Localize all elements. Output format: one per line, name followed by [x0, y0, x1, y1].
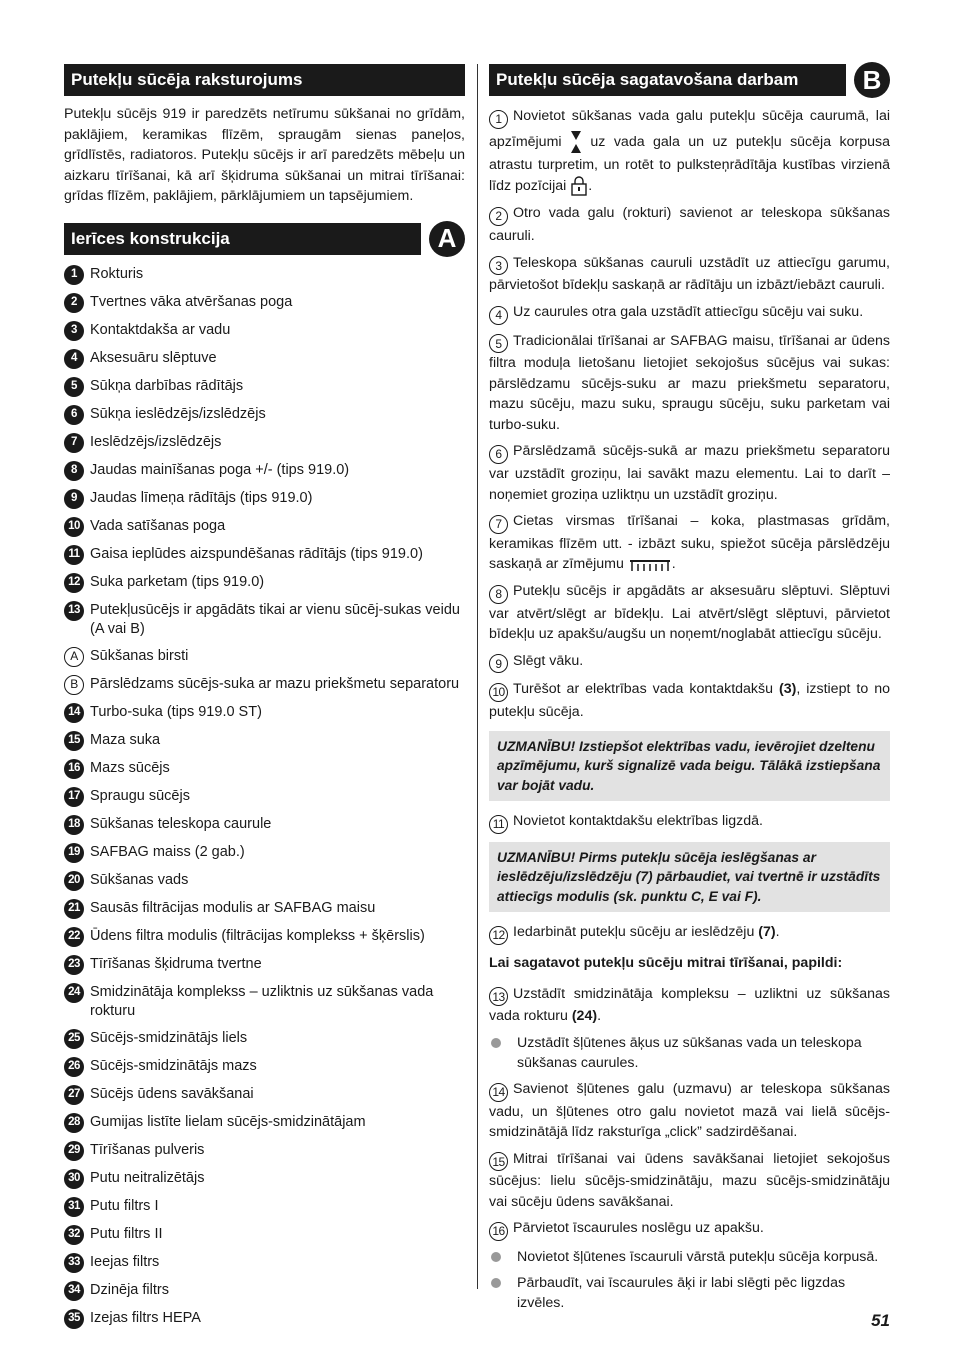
part-label: Gumijas listīte lielam sūcējs-smidzinātājam	[90, 1113, 366, 1130]
part-label: Putu filtrs II	[90, 1225, 163, 1242]
part-list-item	[64, 675, 465, 695]
part-number: 32	[64, 1225, 84, 1245]
step-14: 14 Savienot šļūtenes galu (uzmavu) ar teleskopa sūkšanas vadu, un šļūtenes otro galu novietot mazā vai lielā sūcējs-smidzinātājā līdz raksturīga „click” sadzirdēšanai.	[489, 1080, 890, 1140]
warning-note-module: UZMANĪBU! Pirms putekļu sūcēja ieslēgšanas ar ieslēdzēju/izslēdzēju (7) pārbaudiet, vai tvertnē ir uzstādīts attiecīgs modulis (sk. punktu C, E vai F).	[489, 842, 890, 913]
bullet-dot	[491, 1278, 501, 1288]
left-column	[64, 64, 465, 1337]
part-list-item	[64, 1197, 465, 1217]
part-list-item	[64, 1057, 465, 1077]
part-label: Rokturis	[90, 265, 144, 282]
part-label: Ūdens filtra modulis (filtrācijas komplekss + šķērslis)	[90, 927, 425, 944]
part-label: Tīrīšanas pulveris	[90, 1141, 205, 1158]
part-number: 24	[64, 983, 84, 1003]
part-number: 14	[64, 703, 84, 723]
part-number: 25	[64, 1029, 84, 1049]
part-list-item	[64, 573, 465, 593]
bullet-item: Uzstādīt šļūtenes āķus uz sūkšanas vada un teleskopa sūkšanas caurules.	[489, 1033, 890, 1073]
parts-list	[64, 265, 465, 1329]
part-list-item	[64, 601, 465, 639]
part-label: Ieslēdzējs/izslēdzējs	[90, 433, 222, 450]
bullet-item: Novietot šļūtenes īscauruli vārstā putekļu sūcēja korpusā.	[489, 1247, 890, 1267]
warning-note-cable: UZMANĪBU! Izstiepšot elektrības vadu, ievērojiet dzeltenu apzīmējumu, kurš signalizē vada beigu. Tālākā izstiepšana var bojāt vadu.	[489, 731, 890, 802]
part-number: 22	[64, 927, 84, 947]
part-list-item	[64, 405, 465, 425]
section-badge-b: B	[854, 62, 890, 98]
column-divider	[477, 64, 478, 1289]
part-label: Putu neitralizētājs	[90, 1169, 205, 1186]
part-label: Tīrīšanas šķidruma tvertne	[90, 955, 262, 972]
part-number: 8	[64, 461, 84, 481]
part-list-item	[64, 349, 465, 369]
part-list-item	[64, 1085, 465, 1105]
part-list-item	[64, 1141, 465, 1161]
part-list-item	[64, 517, 465, 537]
part-list-item	[64, 321, 465, 341]
part-label: SAFBAG maiss (2 gab.)	[90, 843, 245, 860]
part-label: Dzinēja filtrs	[90, 1281, 169, 1298]
part-label: Pārslēdzams sūcējs-suka ar mazu priekšmetu separatoru	[90, 675, 460, 692]
part-number: B	[64, 675, 84, 695]
step-12: 12 Iedarbināt putekļu sūcēju ar ieslēdzēju (7).	[489, 922, 890, 945]
part-number: 12	[64, 573, 84, 593]
part-label: Maza suka	[90, 731, 161, 748]
step-9: 9 Slēgt vāku.	[489, 651, 890, 674]
part-list-item	[64, 1169, 465, 1189]
part-label: Putekļusūcējs ir apgādāts tikai ar vienu sūcēj-sukas veidu (A vai B)	[90, 601, 460, 637]
part-label: Mazs sūcējs	[90, 759, 170, 776]
step-7: 7 Cietas virsmas tīrīšanai – koka, plastmasas grīdām, keramikas flīzēm utt. - izbāzt suku, spiežot sūcēja pārslēdzēju saskaņā ar zīmējumu .	[489, 513, 890, 573]
part-number: 18	[64, 815, 84, 835]
preparation-steps	[489, 106, 890, 1313]
step-16: 16 Pārvietot īscaurules noslēgu uz apakšu.	[489, 1218, 890, 1241]
alignment-arrows-icon	[570, 129, 582, 155]
section-heading-characteristics: Putekļu sūcēja raksturojums	[64, 64, 465, 96]
part-list-item	[64, 1225, 465, 1245]
part-list-item	[64, 815, 465, 835]
part-label: Gaisa ieplūdes aizspundēšanas rādītājs (tips 919.0)	[90, 545, 423, 562]
part-number: 20	[64, 871, 84, 891]
step-11: 11 Novietot kontaktdakšu elektrības ligzdā.	[489, 811, 890, 834]
step-number: 1	[489, 110, 508, 129]
part-number: 31	[64, 1197, 84, 1217]
part-label: Izejas filtrs HEPA	[90, 1309, 201, 1326]
part-number: A	[64, 647, 84, 667]
part-list-item	[64, 293, 465, 313]
part-number: 13	[64, 601, 84, 621]
part-label: Spraugu sūcējs	[90, 787, 190, 804]
section-badge-a: A	[429, 221, 465, 257]
part-number: 16	[64, 759, 84, 779]
part-list-item	[64, 899, 465, 919]
part-number: 29	[64, 1141, 84, 1161]
step-2: 2 Otro vada galu (rokturi) savienot ar teleskopa sūkšanas cauruli.	[489, 205, 890, 244]
part-number: 28	[64, 1113, 84, 1133]
part-label: Vada satīšanas poga	[90, 517, 226, 534]
part-list-item	[64, 983, 465, 1021]
part-label: Aksesuāru slēptuve	[90, 349, 217, 366]
step-5: 5 Tradicionālai tīrīšanai ar SAFBAG maisu, tīrīšanai ar ūdens filtra moduļa lietošanu lietojiet sekojošus sūcējus vai sukas: pārslēdzamu sūcējs-suku ar mazu priekšmetu separatoru, mazu sūcēju, mazu suku, spraugu sūcēju, suku parketam vai turbo-suku.	[489, 332, 890, 433]
part-number: 34	[64, 1281, 84, 1301]
part-list-item	[64, 955, 465, 975]
step-15: 15 Mitrai tīrīšanai vai ūdens savākšanai lietojiet sekojošus sūcējus: lielu sūcējs-smidzinātāju, mazu sūcējs-smidzinātāju vai sūcēju ūdens savākšanai.	[489, 1150, 890, 1210]
part-list-item	[64, 927, 465, 947]
page-number: 51	[871, 1311, 890, 1330]
section-heading-construction: Ierīces konstrukcija	[64, 223, 421, 255]
part-list-item	[64, 1309, 465, 1329]
right-column	[489, 64, 890, 1319]
part-label: Tvertnes vāka atvēršanas poga	[90, 293, 293, 310]
part-list-item	[64, 703, 465, 723]
part-number: 23	[64, 955, 84, 975]
part-number: 35	[64, 1309, 84, 1329]
part-number: 3	[64, 321, 84, 341]
section-heading-preparation: Putekļu sūcēja sagatavošana darbam	[489, 64, 846, 96]
part-list-item	[64, 489, 465, 509]
part-label: Suka parketam (tips 919.0)	[90, 573, 265, 590]
part-list-item	[64, 377, 465, 397]
step-3: 3 Teleskopa sūkšanas cauruli uzstādīt uz attiecīgu garumu, pārvietošot bīdekļu saskaņā ar rādītāju un izbāzt/iebāzt cauruli.	[489, 254, 890, 294]
step-4: 4 Uz caurules otra gala uzstādīt attiecīgu sūcēju vai suku.	[489, 302, 890, 325]
part-number: 5	[64, 377, 84, 397]
wet-cleaning-heading: Lai sagatavot putekļu sūcēju mitrai tīrīšanai, papildi:	[489, 955, 843, 971]
part-number: 4	[64, 349, 84, 369]
part-number: 30	[64, 1169, 84, 1189]
part-number: 10	[64, 517, 84, 537]
part-label: Sūcējs-smidzinātājs liels	[90, 1029, 248, 1046]
part-number: 9	[64, 489, 84, 509]
part-label: Kontaktdakša ar vadu	[90, 321, 231, 338]
part-list-item	[64, 647, 465, 667]
part-list-item	[64, 545, 465, 565]
part-list-item	[64, 433, 465, 453]
part-label: Jaudas līmeņa rādītājs (tips 919.0)	[90, 489, 313, 506]
bullet-dot	[491, 1038, 501, 1048]
step-8: 8 Putekļu sūcējs ir apgādāts ar aksesuāru slēptuvi. Slēptuvi var atvērt/slēgt ar bīdekļu. Lai atvērt/slēgt slēptuvi, pārvietot bīdekļu uz apakšu/augšu un noņemt/noglabāt attiecīgu sūcēju.	[489, 582, 890, 642]
part-number: 33	[64, 1253, 84, 1273]
part-label: Putu filtrs I	[90, 1197, 159, 1214]
part-number: 2	[64, 293, 84, 313]
brush-out-icon	[628, 558, 672, 572]
part-number: 17	[64, 787, 84, 807]
construction-heading-row	[64, 221, 465, 257]
part-label: Smidzinātāja komplekss – uzliktnis uz sūkšanas vada rokturu	[90, 983, 434, 1019]
step-6: 6 Pārslēdzamā sūcējs-sukā ar mazu priekšmetu separatoru var uzstādīt groziņu, lai savākt mazu elementu. Lai to darīt – noņemiet groziņa uzliktņu un uzstādīt groziņu.	[489, 443, 890, 503]
part-label: Sūcējs-smidzinātājs mazs	[90, 1057, 257, 1074]
part-label: Sūkšanas birsti	[90, 647, 189, 664]
part-list-item	[64, 871, 465, 891]
part-number: 26	[64, 1057, 84, 1077]
part-number: 15	[64, 731, 84, 751]
part-list-item	[64, 1029, 465, 1049]
part-list-item	[64, 265, 465, 285]
intro-paragraph: Putekļu sūcējs 919 ir paredzēts netīrumu sūkšanai no grīdām, paklājiem, keramikas flīzēm, spraugām sienas paneļos, grīdlīstēs, radiatoros. Putekļu sūcējs ir arī paredzēts mēbeļu un aizkaru tīrīšanai, kā arī šķidruma sūkšanai un mitrai tīrīšanai: grīdas flīzēm, paklājiem, pārklājumiem un tapsējumiem.	[64, 106, 465, 204]
step-10: 10 Turēšot ar elektrības vada kontaktdakšu (3), izstiept to no putekļu sūcēja.	[489, 681, 890, 720]
part-number: 21	[64, 899, 84, 919]
part-number: 27	[64, 1085, 84, 1105]
step-13: 13 Uzstādīt smidzinātāja kompleksu – uzliktni uz sūkšanas vada rokturu (24).	[489, 985, 890, 1025]
part-list-item	[64, 1113, 465, 1133]
part-label: Sūkņa darbības rādītājs	[90, 377, 244, 394]
preparation-heading-row	[489, 62, 890, 98]
part-label: Sūkšanas teleskopa caurule	[90, 815, 272, 832]
part-label: Sūcējs ūdens savākšanai	[90, 1085, 254, 1102]
step-1: 1 Novietot sūkšanas vada galu putekļu sūcēja caurumā, lai apzīmējumi uz vada gala un uz putekļu sūcēja korpusa atrastu turpretim, un rotēt to pulksteņrādītāja kustības virzienā līdz pozīcijai .	[489, 106, 890, 197]
part-label: Ieejas filtrs	[90, 1253, 160, 1270]
part-number: 19	[64, 843, 84, 863]
part-number: 6	[64, 405, 84, 425]
part-label: Sūkšanas vads	[90, 871, 189, 888]
part-label: Jaudas mainīšanas poga +/- (tips 919.0)	[90, 461, 350, 478]
part-list-item	[64, 843, 465, 863]
lock-icon	[570, 175, 588, 197]
part-label: Turbo-suka (tips 919.0 ST)	[90, 703, 262, 720]
part-number: 11	[64, 545, 84, 565]
part-number: 1	[64, 265, 84, 285]
part-label: Sausās filtrācijas modulis ar SAFBAG maisu	[90, 899, 376, 916]
part-list-item	[64, 731, 465, 751]
part-list-item	[64, 759, 465, 779]
part-list-item	[64, 461, 465, 481]
part-label: Sūkņa ieslēdzējs/izslēdzējs	[90, 405, 266, 422]
part-list-item	[64, 1281, 465, 1301]
part-number: 7	[64, 433, 84, 453]
bullet-dot	[491, 1252, 501, 1262]
part-list-item	[64, 1253, 465, 1273]
bullet-item: Pārbaudīt, vai īscaurules āķi ir labi slēgti pēc ligzdas izvēles.	[489, 1273, 890, 1313]
part-list-item	[64, 787, 465, 807]
